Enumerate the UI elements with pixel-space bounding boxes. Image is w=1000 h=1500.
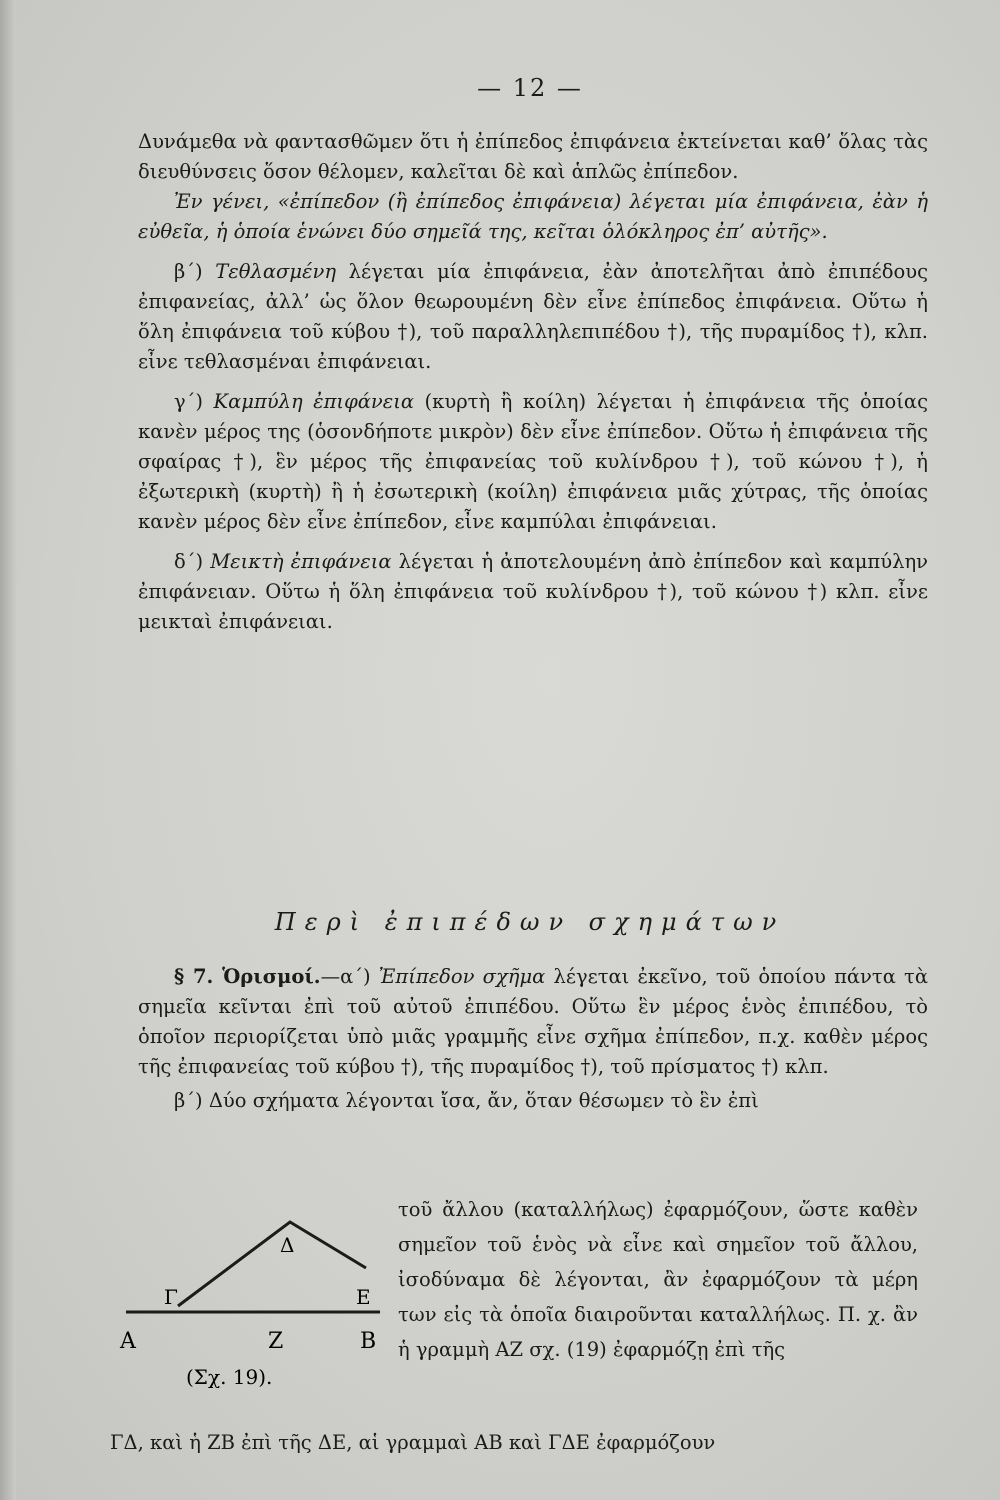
figure-19-diagram — [118, 1200, 388, 1400]
label-a: A — [120, 1329, 136, 1354]
paragraph-6-label: —α΄) — [320, 965, 371, 988]
paragraph-3-text: λέγεται μία ἐπιφάνεια, ἐὰν ἀποτελῆται ἀπὸ ἐπιπέδους ἐπιφανείας, ἀλλ’ ὡς ὅλον θεωρουμένη δὲν εἶνε ἐπίπεδος ἐπιφάνεια. Οὕτω ἡ ὅλη ἐπιφάνεια τοῦ κύβου †), τοῦ παραλληλεπιπέδου †), τῆς πυραμίδος †), κλπ. εἶνε τεθλασμέναι ἐπιφάνειαι. — [138, 260, 929, 373]
paragraph-3 — [138, 257, 928, 377]
label-gamma: Γ — [164, 1285, 178, 1309]
paragraph-6 — [138, 962, 928, 1082]
paragraph-7-start: β΄) Δύο σχήματα λέγονται ἴσα, ἄν, ὅταν θέσωμεν τὸ ἓν ἐπὶ — [174, 1089, 759, 1112]
paragraph-3-term: Τεθλασμένη — [215, 260, 337, 283]
paragraph-3-label: β΄) — [174, 260, 203, 283]
paragraph-5-text: λέγεται ἡ ἀποτελουμένη ἀπὸ ἐπίπεδον καὶ καμπύλην ἐπιφάνειαν. Οὕτω ἡ ὅλη ἐπιφάνεια τοῦ κυλίνδρου †), τοῦ κώνου †) κλπ. εἶνε μεικταὶ ἐπιφάνειαι. — [138, 550, 928, 633]
paragraph-5-label: δ΄) — [174, 550, 204, 573]
section-heading: Περὶ ἐπιπέδων σχημάτων — [274, 908, 786, 936]
paragraph-7-wrap: τοῦ ἄλλου (καταλλήλως) ἐφαρμόζουν, ὥστε καθὲν σημεῖον τοῦ ἑνὸς νὰ εἶνε καὶ σημεῖον τοῦ ἄλλου, ἰσοδύναμα δὲ λέγονται, ἂν ἐφαρμόζουν τὰ μέρη των εἰς τὰ ὁποῖα διαιροῦνται καταλλήλως. Π. χ. ἂν ἡ γραμμὴ ΑΖ σχ. (19) ἐφαρμόζῃ ἐπὶ τῆς — [398, 1198, 918, 1361]
line-gde — [178, 1222, 366, 1306]
figure-caption: (Σχ. 19). — [186, 1365, 273, 1389]
page-binding-edge — [0, 0, 16, 1500]
paragraph-4-term: Καμπύλη ἐπιφάνεια — [213, 390, 415, 413]
paragraph-2-text: Ἐν γένει, «ἐπίπεδον (ἢ ἐπίπεδος ἐπιφάνεια) λέγεται μία ἐπιφάνεια, ἐὰν ἡ εὐθεῖα, ἡ ὁποία ἑνώνει δύο σημεῖά της, κεῖται ὁλόκληρος ἐπ’ αὐτῆς». — [138, 190, 928, 243]
body-text-upper — [138, 127, 928, 637]
paragraph-2 — [138, 187, 928, 247]
paragraph-5 — [138, 547, 928, 637]
figure-19 — [118, 1200, 388, 1400]
paragraph-1: Δυνάμεθα νὰ φαντασθῶμεν ὅτι ἡ ἐπίπεδος ἐπιφάνεια ἐκτείνεται καθ’ ὅλας τὰς διευθύνσεις ὅσον θέλομεν, καλεῖται δὲ καὶ ἁπλῶς ἐπίπεδον. — [138, 130, 928, 183]
label-z: Z — [268, 1329, 284, 1354]
body-text-lower — [138, 962, 928, 1116]
paragraph-5-term: Μεικτὴ ἐπιφάνεια — [210, 550, 392, 573]
section-number: § 7. Ὁρισμοί. — [174, 965, 321, 988]
paragraph-4-label: γ΄) — [174, 390, 204, 413]
paragraph-4-text: (κυρτὴ ἢ κοίλη) λέγεται ἡ ἐπιφάνεια τῆς ὁποίας κανὲν μέρος της (ὁσονδήποτε μικρὸν) δὲν εἶνε ἐπίπεδον. Οὕτω ἡ ἐπιφάνεια τῆς σφαίρας †), ἓν μέρος τῆς ἐπιφανείας τοῦ κυλίνδρου †), τοῦ κώνου †), ἡ ἐξωτερικὴ (κυρτὴ) ἢ ἡ ἐσωτερικὴ (κοίλη) ἐπιφάνεια μιᾶς χύτρας, τῆς ὁποίας κανὲν μέρος δὲν εἶνε ἐπίπεδον, εἶνε καμπύλαι ἐπιφάνειαι. — [138, 390, 929, 533]
page-number: — 12 — — [477, 74, 583, 102]
paragraph-6-term: Ἐπίπεδον σχῆμα — [378, 965, 546, 988]
paragraph-6-text: λέγεται ἐκεῖνο, τοῦ ὁποίου πάντα τὰ σημεῖα κεῖνται ἐπὶ τοῦ αὐτοῦ ἐπιπέδου. Οὕτω ἓν μέρος ἑνὸς ἐπιπέδου, τὸ ὁποῖον περιορίζεται ὑπὸ μιᾶς γραμμῆς εἶνε σχῆμα ἐπίπεδον, π.χ. καθὲν μέρος τῆς ἐπιφανείας τοῦ κύβου †), τῆς πυραμίδος †), τοῦ πρίσματος †) κλπ. — [138, 965, 928, 1078]
paragraph-7-end: ΓΔ, καὶ ἡ ΖΒ ἐπὶ τῆς ΔΕ, αἱ γραμμαὶ ΑΒ καὶ ΓΔΕ ἐφαρμόζουν — [110, 1431, 716, 1454]
label-b: B — [360, 1329, 377, 1354]
label-delta: Δ — [280, 1233, 295, 1257]
figure-side-text — [398, 1192, 918, 1367]
label-epsilon: Ε — [356, 1285, 371, 1309]
paragraph-4 — [138, 387, 928, 537]
